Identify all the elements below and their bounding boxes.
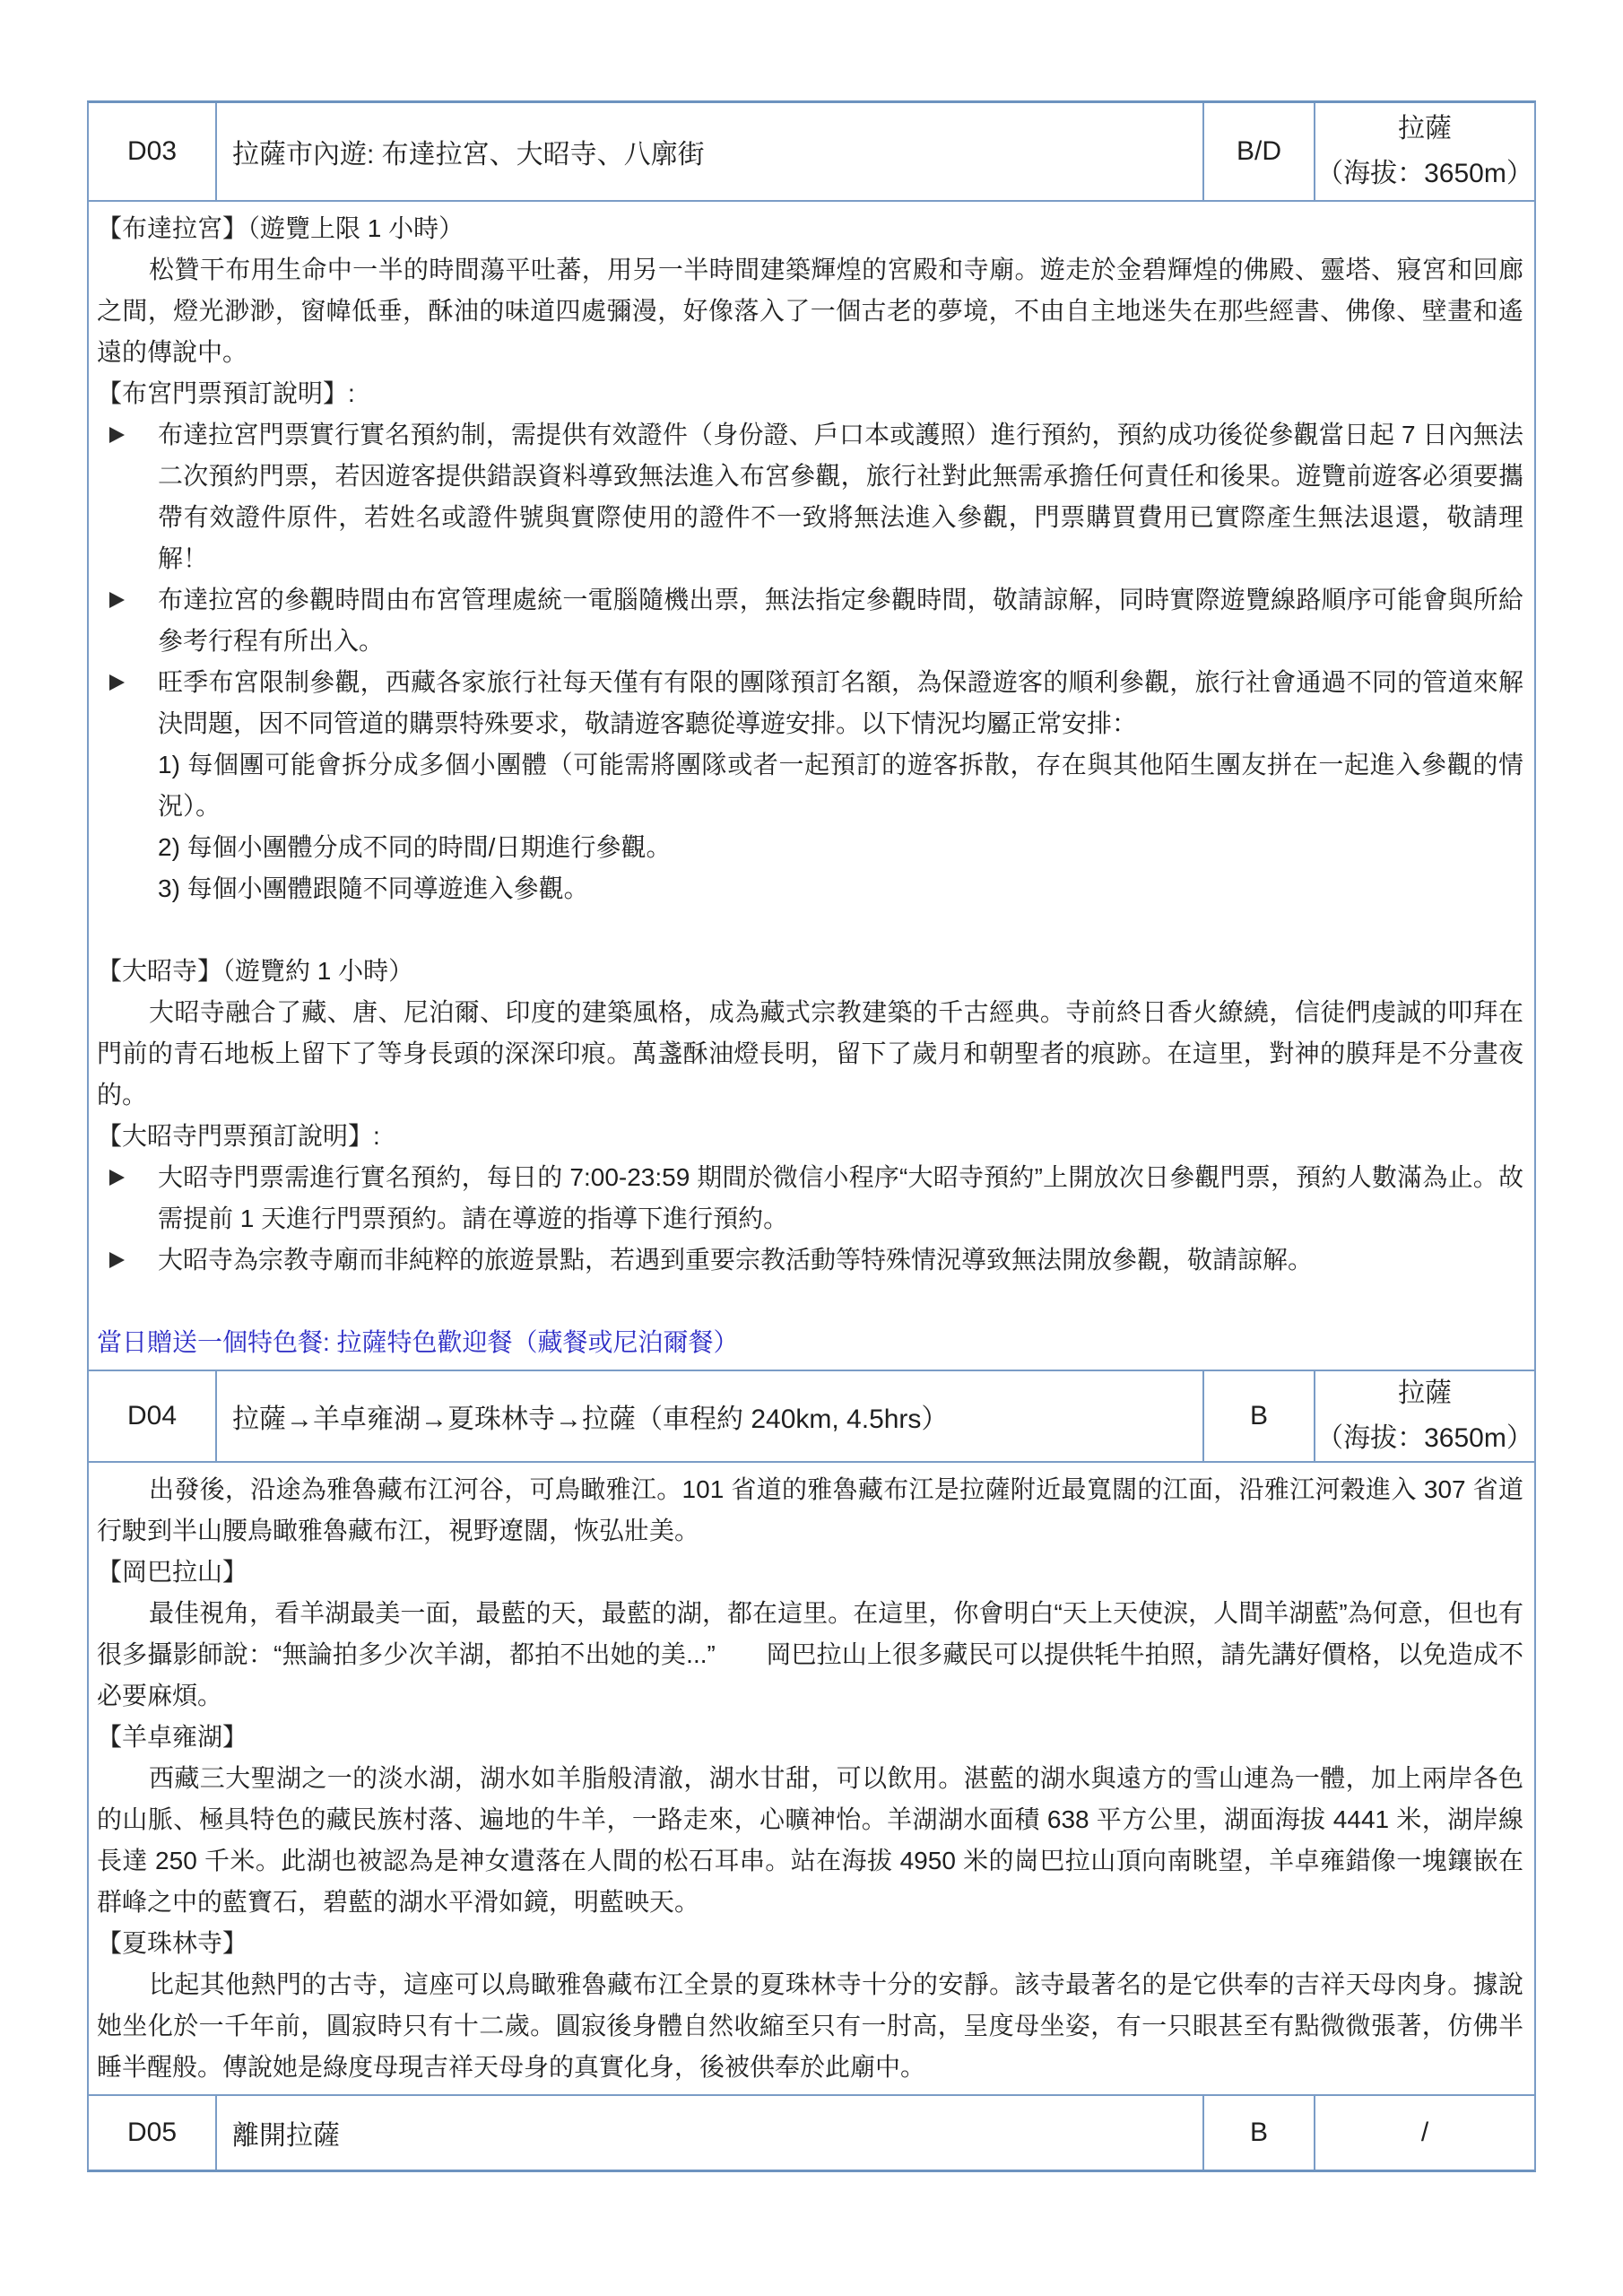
- jokhang-ticket-heading: 【大昭寺門票預訂說明】:: [97, 1122, 380, 1150]
- bullet-text: 大昭寺為宗教寺廟而非純粹的旅遊景點，若遇到重要宗教活動等特殊情況導致無法開放參觀，敬請諒解。: [158, 1246, 1314, 1274]
- bullet-text: 大昭寺門票需進行實名預約，每日的 7:00-23:59 期間於微信小程序“大昭寺預約”上開放次日參觀門票，預約人數滿為止。故需提前 1 天進行門票預約。請在導遊的指導下進行預約。: [158, 1163, 1523, 1232]
- potala-ticket-subitem-1: 1) 每個團可能會拆分成多個小團體（可能需將團隊或者一起預訂的遊客拆散，存在與其他陌生團友拼在一起進入參觀的情況）。: [158, 751, 1523, 820]
- stay-altitude: （海拔：3650m）: [1316, 159, 1533, 188]
- day-meals-d05: B: [1204, 2096, 1315, 2170]
- xiazhulin-paragraph: 比起其他熱門的古寺，這座可以鳥瞰雅魯藏布江全景的夏珠林寺十分的安靜。該寺最著名的是它供奉的吉祥天母肉身。據說她坐化於一千年前，圓寂時只有十二歲。圓寂後身體自然收縮至只有一肘高，呈度母坐姿，有一只眼甚至有點微微張著，仿佛半睡半醒般。傳說她是綠度母現吉祥天母身的真實化身，後被供奉於此廟中。: [97, 1970, 1523, 2081]
- table-row-d04: [89, 1371, 1534, 1463]
- bullet-text: 布達拉宮的參觀時間由布宮管理處統一電腦隨機出票，無法指定參觀時間，敬請諒解，同時實際遊覽線路順序可能會與所給參考行程有所出入。: [158, 586, 1523, 655]
- spacer: [97, 909, 1523, 951]
- day-title-d05: 離開拉薩: [217, 2096, 1204, 2170]
- potala-ticket-subitem-2: 2) 每個小團體分成不同的時間/日期進行參觀。: [158, 833, 672, 861]
- arrow-bullet-icon: [109, 674, 125, 691]
- potala-ticket-bullet-3: [97, 662, 1523, 744]
- day-description-d03: [89, 202, 1534, 1371]
- jokhang-paragraph: 大昭寺融合了藏、唐、尼泊爾、印度的建築風格，成為藏式宗教建築的千古經典。寺前終日香火繚繞，信徒們虔誠的叩拜在門前的青石地板上留下了等身長頭的深深印痕。萬盞酥油燈長明，留下了歲月和朝聖者的痕跡。在這里，對神的膜拜是不分晝夜的。: [97, 998, 1523, 1109]
- arrow-bullet-icon: [109, 1252, 125, 1268]
- jokhang-heading: 【大昭寺】（遊覽約 1 小時）: [97, 957, 414, 985]
- table-row-d03: [89, 103, 1534, 202]
- bullet-text: 布達拉宮門票實行實名預約制，需提供有效證件（身份證、戶口本或護照）進行預約，預約成功後從參觀當日起 7 日內無法二次預約門票，若因遊客提供錯誤資料導致無法進入布宮參觀，旅行社對此無需承擔任何責任和後果。遊覽前遊客必須要攜帶有效證件原件，若姓名或證件號與實際使用的證件不一致將無法進入參觀，門票購買費用已實際產生無法退還，敬請理解！: [158, 421, 1523, 572]
- yamdrok-paragraph: 西藏三大聖湖之一的淡水湖，湖水如羊脂般清澈，湖水甘甜，可以飲用。湛藍的湖水與遠方的雪山連為一體，加上兩岸各色的山脈、極具特色的藏民族村落、遍地的牛羊，一路走來，心曠神怡。羊湖湖水面積 638 平方公里，湖面海拔 4441 米，湖岸線長達 250 千米。此湖也被認為是神女遺落在人間的松石耳串。站在海拔 4950 米的崗巴拉山頂向南眺望，羊卓雍錯像一塊鑲嵌在群峰之中的藍寶石，碧藍的湖水平滑如鏡，明藍映天。: [97, 1764, 1523, 1916]
- potala-ticket-bullet-2: [97, 579, 1523, 662]
- potala-ticket-subitem-3: 3) 每個小團體跟隨不同導遊進入參觀。: [158, 874, 589, 902]
- spacer: [97, 1281, 1523, 1322]
- potala-ticket-heading: 【布宮門票預訂說明】:: [97, 379, 355, 407]
- jokhang-ticket-bullet-2: [97, 1239, 1523, 1281]
- itinerary-table: [87, 100, 1536, 2172]
- potala-ticket-bullet-1: [97, 414, 1523, 579]
- day-title-d04: 拉薩→羊卓雍湖→夏珠林寺→拉薩（車程約 240km, 4.5hrs）: [217, 1371, 1204, 1461]
- stay-city: 拉薩: [1398, 114, 1452, 144]
- day-title-d03: 拉薩市內遊: 布達拉宮、大昭寺、八廓街: [217, 103, 1204, 200]
- yamdrok-heading: 【羊卓雍湖】: [97, 1723, 248, 1751]
- day-stay-d04: [1315, 1371, 1534, 1461]
- arrow-bullet-icon: [109, 592, 125, 608]
- stay-city: /: [1420, 2118, 1429, 2147]
- stay-city: 拉薩: [1398, 1378, 1452, 1408]
- potala-heading: 【布達拉宮】（遊覽上限 1 小時）: [97, 214, 464, 242]
- gangbala-paragraph: 最佳視角，看羊湖最美一面，最藍的天，最藍的湖，都在這里。在這里，你會明白“天上天使淚，人間羊湖藍”為何意，但也有很多攝影師說：“無論拍多少次羊湖，都拍不出她的美...” 岡巴拉山上很多藏民可以提供牦牛拍照，請先講好價格，以免造成不必要麻煩。: [97, 1599, 1523, 1709]
- day-code-d03: D03: [89, 103, 217, 200]
- day-meals-d04: B: [1204, 1371, 1315, 1461]
- day-code-d05: D05: [89, 2096, 217, 2170]
- xiazhulin-heading: 【夏珠林寺】: [97, 1929, 248, 1957]
- stay-altitude: （海拔：3650m）: [1316, 1423, 1533, 1453]
- special-meal-note: 當日贈送一個特色餐: 拉薩特色歡迎餐（藏餐或尼泊爾餐）: [97, 1328, 739, 1356]
- arrow-bullet-icon: [109, 1170, 125, 1186]
- arrow-bullet-icon: [109, 427, 125, 443]
- d04-intro-paragraph: 出發後，沿途為雅魯藏布江河谷，可鳥瞰雅江。101 省道的雅魯藏布江是拉薩附近最寬闊的江面，沿雅江河穀進入 307 省道行駛到半山腰鳥瞰雅魯藏布江，視野遼闊，恢弘壯美。: [97, 1475, 1523, 1544]
- day-stay-d03: [1315, 103, 1534, 200]
- gangbala-heading: 【岡巴拉山】: [97, 1558, 248, 1586]
- jokhang-ticket-bullet-1: [97, 1157, 1523, 1239]
- table-row-d05: [89, 2096, 1534, 2170]
- bullet-text: 旺季布宮限制參觀，西藏各家旅行社每天僅有有限的團隊預訂名額，為保證遊客的順利參觀，旅行社會通過不同的管道來解決問題，因不同管道的購票特殊要求，敬請遊客聽從導遊安排。以下情況均屬正常安排：: [158, 668, 1523, 737]
- potala-paragraph: 松贊干布用生命中一半的時間蕩平吐蕃，用另一半時間建築輝煌的宮殿和寺廟。遊走於金碧輝煌的佛殿、靈塔、寢宮和回廊之間，燈光渺渺，窗幃低垂，酥油的味道四處彌漫，好像落入了一個古老的夢境，不由自主地迷失在那些經書、佛像、壁畫和遙遠的傳說中。: [97, 256, 1523, 366]
- day-stay-d05: [1315, 2096, 1534, 2170]
- day-meals-d03: B/D: [1204, 103, 1315, 200]
- day-code-d04: D04: [89, 1371, 217, 1461]
- day-description-d04: [89, 1463, 1534, 2096]
